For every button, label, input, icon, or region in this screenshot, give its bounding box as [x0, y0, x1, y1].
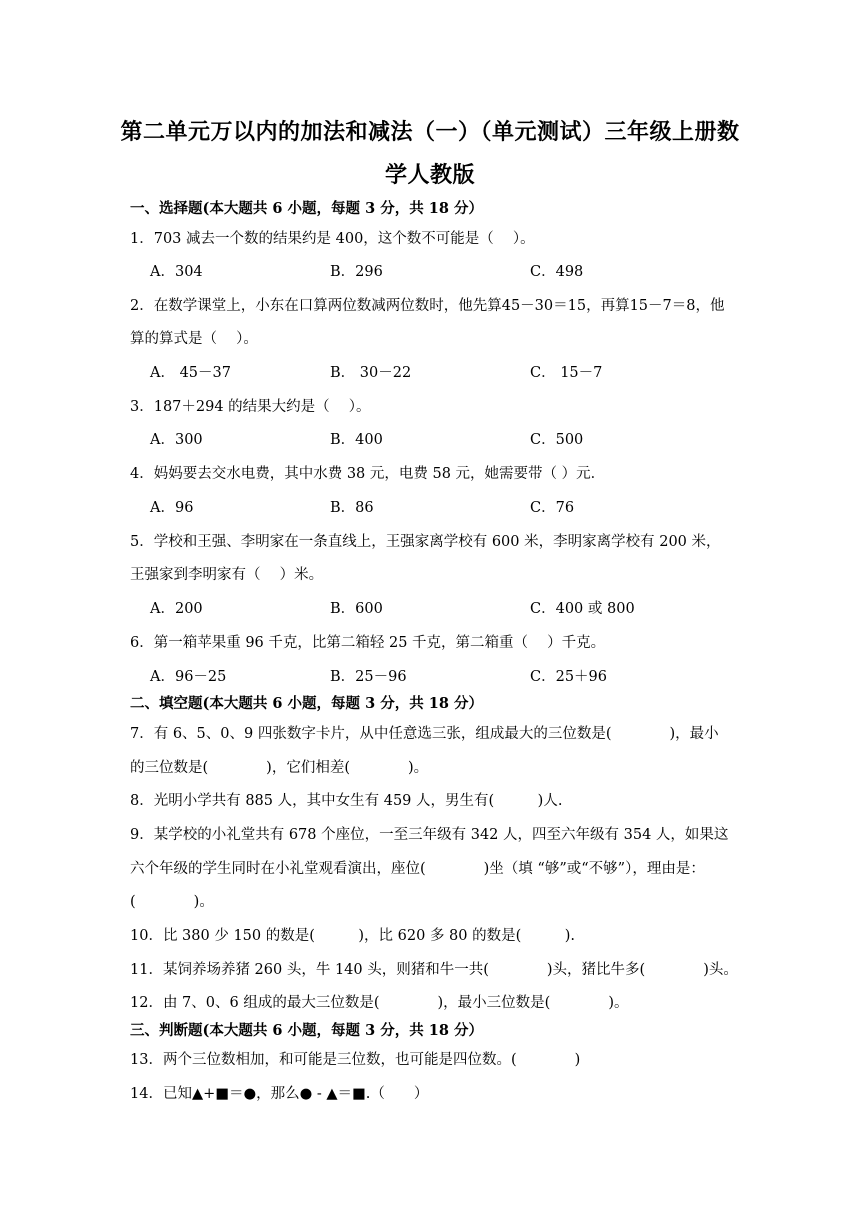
q2-option-a: A． 45－37 [150, 365, 231, 381]
question-7-line-2: 的三位数是( )，它们相差( )。 [130, 760, 429, 776]
section-heading-fill-in: 二、填空题(本大题共 6 小题，每题 3 分，共 18 分） [130, 695, 484, 712]
question-1: 1．703 减去一个数的结果约是 400，这个数不可能是（ ）。 [130, 231, 535, 247]
q1-option-c: C．498 [530, 264, 584, 280]
q6-option-b: B．25－96 [330, 669, 407, 685]
q3-option-a: A．300 [150, 432, 203, 448]
q3-option-b: B．400 [330, 432, 383, 448]
question-5-line-2: 王强家到李明家有（ ）米。 [130, 567, 324, 583]
question-5-line-1: 5．学校和王强、李明家在一条直线上，王强家离学校有 600 米，李明家离学校有 200 米， [130, 534, 721, 550]
q1-option-b: B．296 [330, 264, 383, 280]
question-13: 13．两个三位数相加，和可能是三位数，也可能是四位数。( ) [130, 1052, 581, 1068]
document-title-line-1: 第二单元万以内的加法和减法（一）（单元测试）三年级上册数 [120, 119, 740, 145]
question-9-line-1: 9．某学校的小礼堂共有 678 个座位，一至三年级有 342 人，四至六年级有 354 人，如果这 [130, 827, 729, 843]
question-12: 12．由 7、0、6 组成的最大三位数是( )，最小三位数是( )。 [130, 995, 629, 1011]
document-title-line-2: 学人教版 [384, 162, 475, 188]
q5-option-c: C．400 或 800 [530, 601, 635, 617]
question-8: 8．光明小学共有 885 人，其中女生有 459 人，男生有( )人. [130, 793, 563, 809]
question-14: 14．已知▲+■＝●，那么● - ▲＝■.（ ） [130, 1086, 429, 1102]
q4-option-b: B．86 [330, 500, 374, 516]
question-6: 6．第一箱苹果重 96 千克，比第二箱轻 25 千克，第二箱重（ ）千克。 [130, 635, 606, 651]
question-2-line-1: 2．在数学课堂上，小东在口算两位数减两位数时，他先算45－30＝15，再算15－7＝8，他 [130, 298, 725, 314]
q6-option-a: A．96－25 [150, 669, 227, 685]
question-7-line-1: 7．有 6、5、0、9 四张数字卡片，从中任意选三张，组成最大的三位数是( )，最小 [130, 726, 719, 742]
q4-option-a: A．96 [150, 500, 194, 516]
q5-option-b: B．600 [330, 601, 383, 617]
question-4: 4．妈妈要去交水电费，其中水费 38 元，电费 58 元，她需要带（ ）元． [130, 466, 606, 482]
q2-option-b: B． 30－22 [330, 365, 412, 381]
question-2-line-2: 算的算式是（ ）。 [130, 331, 258, 347]
q5-option-a: A．200 [150, 601, 203, 617]
question-9-line-3: ( )。 [130, 894, 214, 910]
question-9-line-2: 六个年级的学生同时在小礼堂观看演出，座位( )坐（填 “够”或“不够”），理由是： [130, 861, 705, 877]
q2-option-c: C． 15－7 [530, 365, 603, 381]
question-3: 3．187＋294 的结果大约是（ ）。 [130, 399, 371, 415]
q6-option-c: C．25＋96 [530, 669, 607, 685]
question-11: 11．某饲养场养猪 260 头，牛 140 头，则猪和牛一共( )头，猪比牛多( )头。 [130, 962, 738, 978]
section-heading-true-false: 三、判断题(本大题共 6 小题，每题 3 分，共 18 分） [130, 1022, 484, 1039]
section-heading-choice: 一、选择题(本大题共 6 小题，每题 3 分，共 18 分） [130, 200, 484, 217]
q4-option-c: C．76 [530, 500, 575, 516]
q1-option-a: A．304 [150, 264, 203, 280]
q3-option-c: C．500 [530, 432, 584, 448]
question-10: 10．比 380 少 150 的数是( )，比 620 多 80 的数是( ). [130, 928, 576, 944]
